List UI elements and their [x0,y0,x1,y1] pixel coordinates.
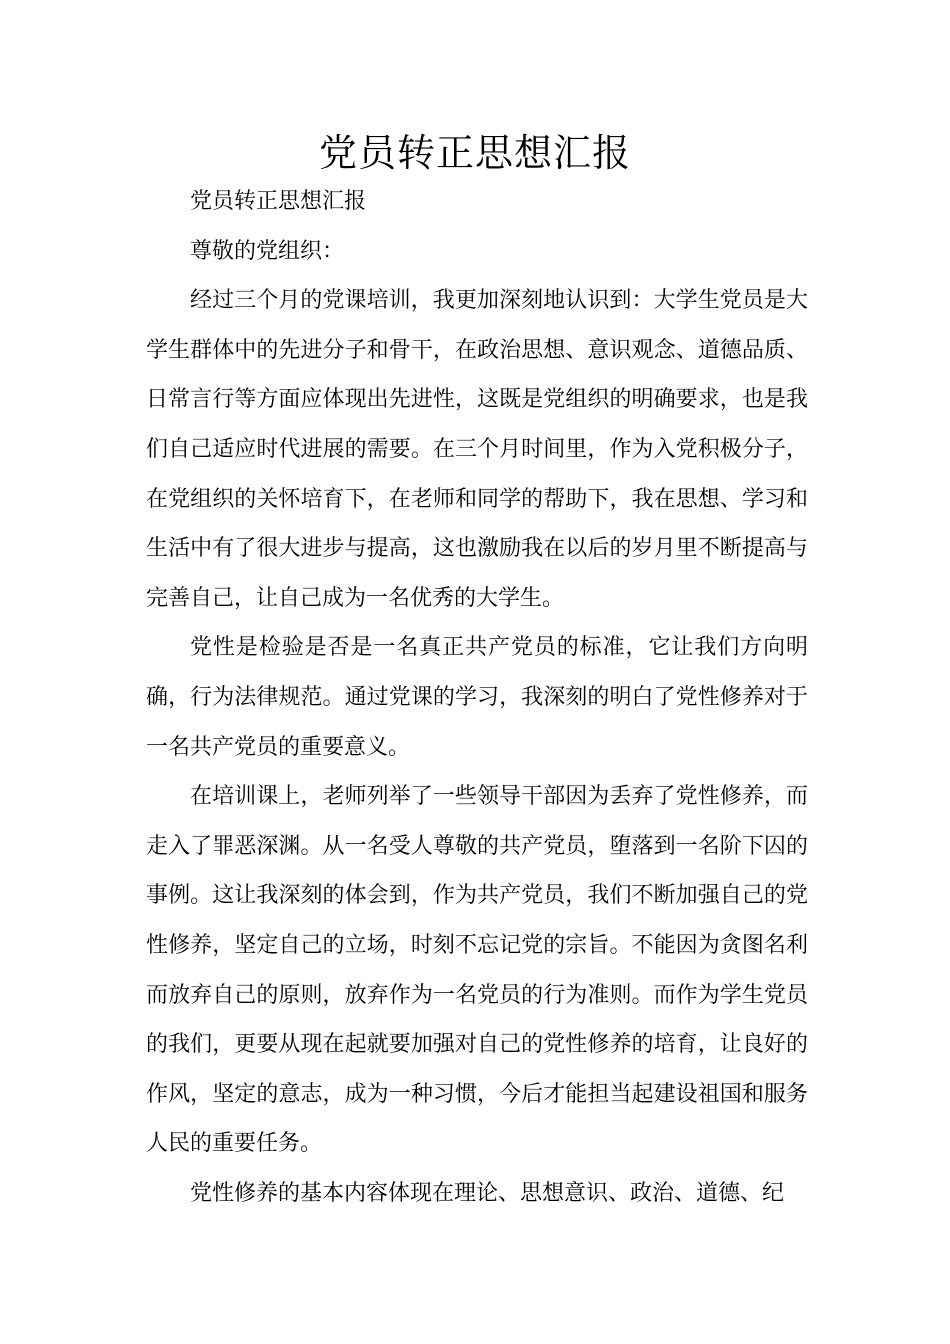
document-body [146,177,808,1218]
paragraph: 在培训课上，老师列举了一些领导干部因为丢弃了党性修养，而走入了罪恶深渊。从一名受人尊敬的共产党员，堕落到一名阶下囚的事例。这让我深刻的体会到，作为共产党员，我们不断加强自己的党性修养，坚定自己的立场，时刻不忘记党的宗旨。不能因为贪图名利而放弃自己的原则，放弃作为一名党员的行为准则。而作为学生党员的我们，更要从现在起就要加强对自己的党性修养的培育，让良好的作风，坚定的意志，成为一种习惯，今后才能担当起建设祖国和服务人民的重要任务。 [146,784,808,1157]
paragraph: 党性是检验是否是一名真正共产党员的标准，它让我们方向明确，行为法律规范。通过党课的学习，我深刻的明白了党性修养对于一名共产党员的重要意义。 [146,635,808,760]
paragraph: 党性修养的基本内容体现在理论、思想意识、政治、道德、纪 [190,1180,785,1206]
document-title: 党员转正思想汇报 [318,131,631,175]
paragraph-salutation: 尊敬的党组织： [190,238,345,264]
paragraph-heading: 党员转正思想汇报 [190,189,367,214]
paragraph: 经过三个月的党课培训，我更加深刻地认识到：大学生党员是大学生群体中的先进分子和骨干，在政治思想、意识观念、道德品质、日常言行等方面应体现出先进性，这既是党组织的明确要求，也是我们自己适应时代进展的需要。在三个月时间里，作为入党积极分子，在党组织的关怀培育下，在老师和同学的帮助下，我在思想、学习和生活中有了很大进步与提高，这也激励我在以后的岁月里不断提高与完善自己，让自己成为一名优秀的大学生。 [146,288,808,611]
